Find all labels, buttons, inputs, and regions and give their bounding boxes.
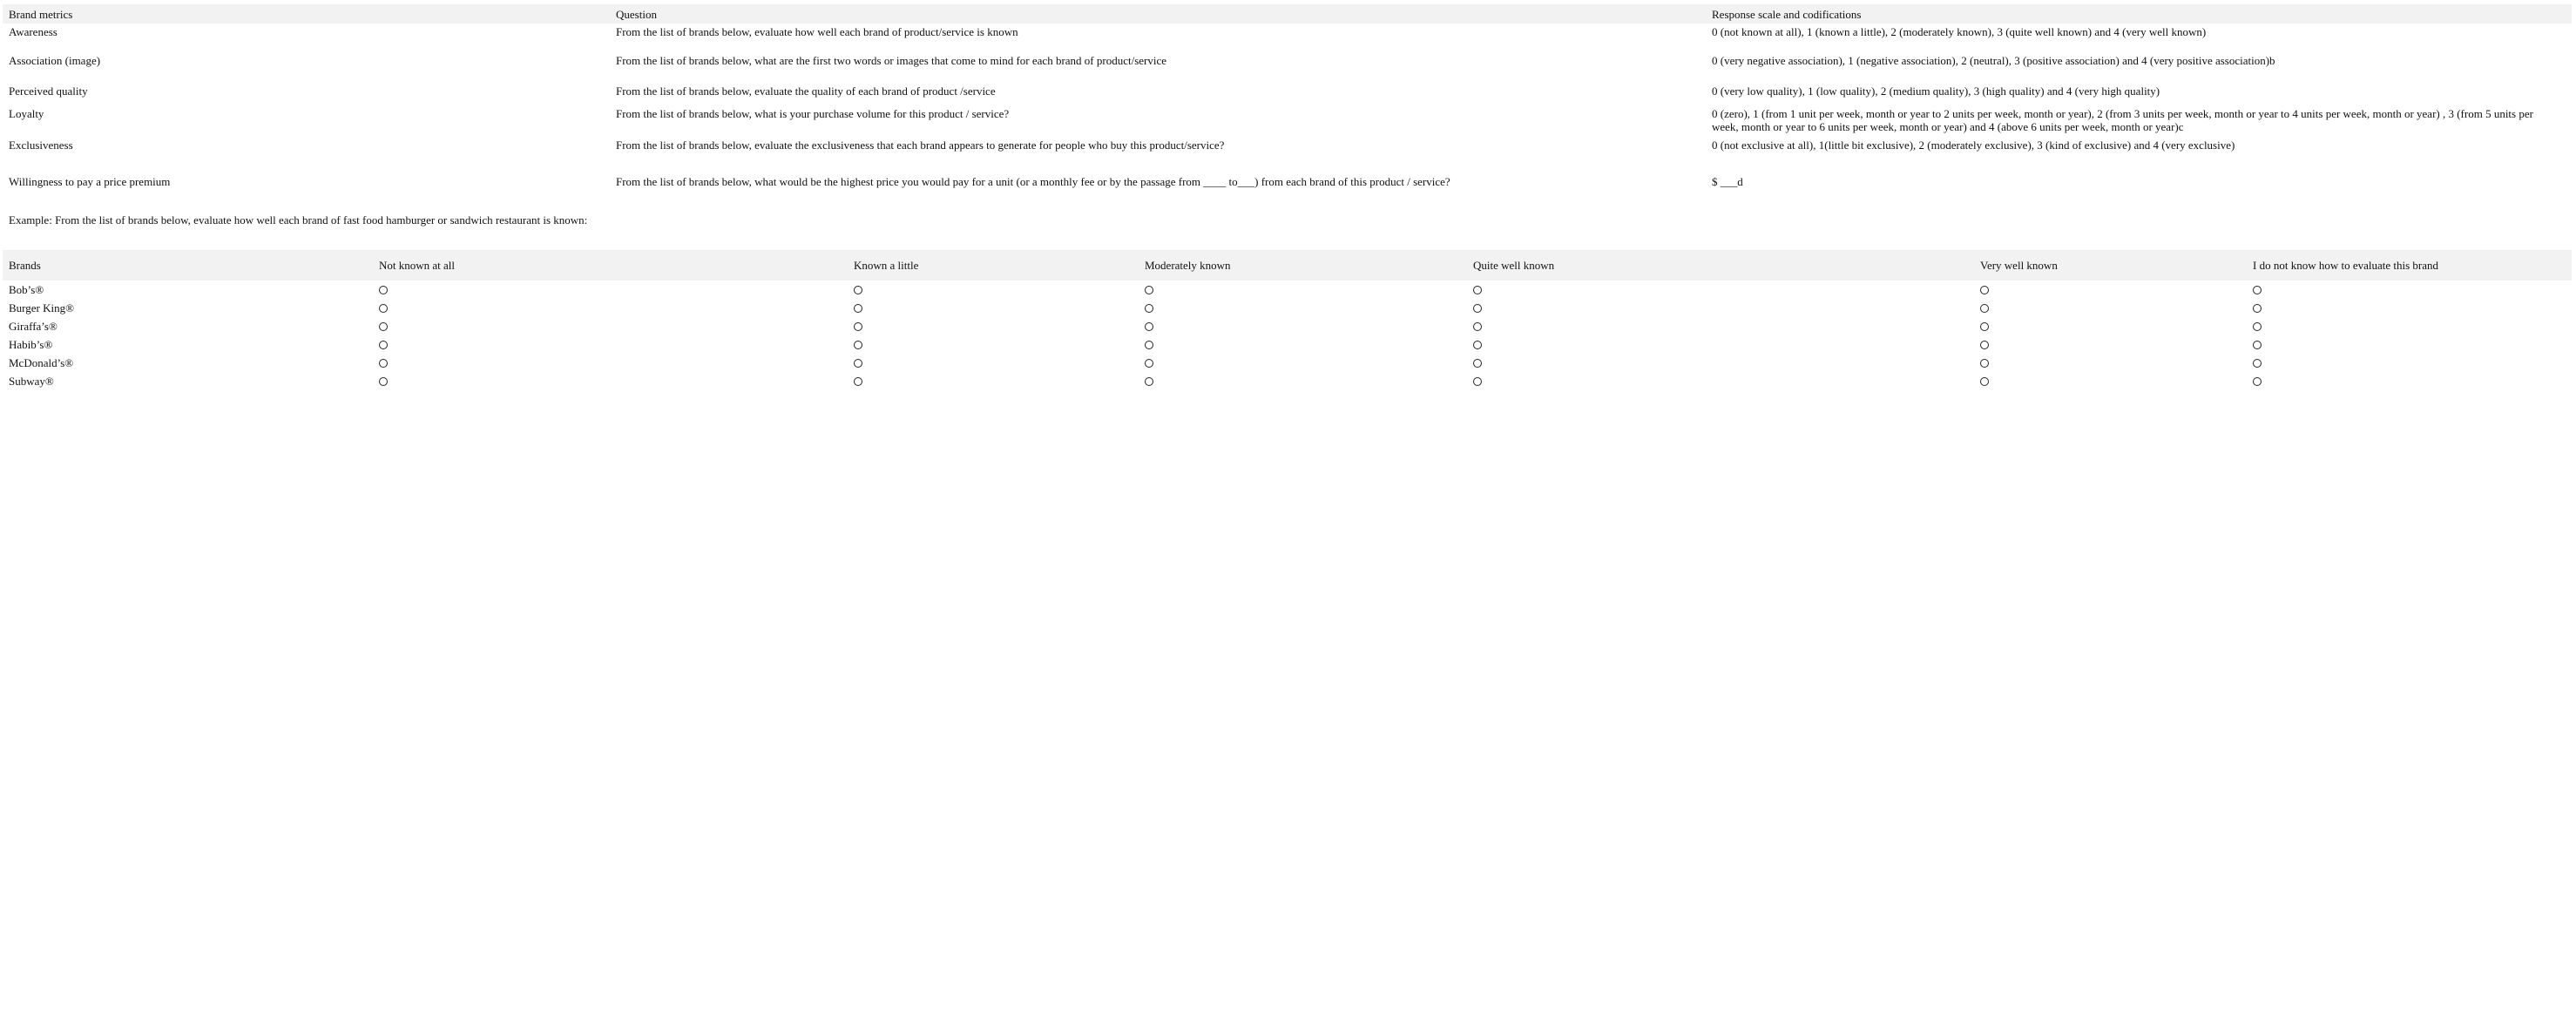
radio-circle-icon[interactable] (854, 359, 862, 368)
radio-circle-icon[interactable] (2253, 341, 2262, 349)
radio-circle-icon[interactable] (1980, 341, 1989, 349)
metric-question: From the list of brands below, what is your purchase volume for this product / service? (616, 107, 1010, 120)
metrics-row-awareness (3, 24, 2572, 52)
radio-circle-icon[interactable] (1473, 304, 1482, 313)
radio-circle-icon[interactable] (1145, 322, 1153, 331)
radio-circle-icon[interactable] (1145, 304, 1153, 313)
radio-circle-icon[interactable] (854, 322, 862, 331)
header-known-a-little: Known a little (848, 250, 1139, 281)
brand-name: Subway® (9, 375, 54, 388)
metrics-row-price-premium (3, 172, 2572, 208)
radio-circle-icon[interactable] (1145, 377, 1153, 386)
radio-circle-icon[interactable] (1980, 322, 1989, 331)
header-response-scale: Response scale and codifications (1706, 4, 2572, 24)
radio-circle-icon[interactable] (1980, 286, 1989, 294)
radio-circle-icon[interactable] (1473, 322, 1482, 331)
page (3, 4, 2572, 390)
radio-circle-icon[interactable] (1145, 286, 1153, 294)
header-quite-well-known: Quite well known (1467, 250, 1974, 281)
radio-circle-icon[interactable] (1980, 304, 1989, 313)
metric-name: Awareness (9, 25, 57, 38)
radio-circle-icon[interactable] (1980, 359, 1989, 368)
radio-circle-icon[interactable] (2253, 377, 2262, 386)
metric-name: Loyalty (9, 107, 44, 120)
header-moderately-known: Moderately known (1139, 250, 1467, 281)
metric-name: Exclusiveness (9, 139, 73, 152)
table-row (3, 281, 2572, 299)
radio-circle-icon[interactable] (854, 341, 862, 349)
metric-question: From the list of brands below, evaluate how well each brand of product/service is known (616, 25, 1018, 38)
metric-response: 0 (not exclusive at all), 1(little bit exclusive), 2 (moderately exclusive), 3 (kind of exclusive) and 4 (very exclusive) (1712, 139, 2235, 152)
radio-circle-icon[interactable] (379, 304, 388, 313)
metric-response: 0 (very low quality), 1 (low quality), 2 (medium quality), 3 (high quality) and 4 (very high quality) (1712, 85, 2160, 98)
brands-table-body (3, 281, 2572, 390)
radio-circle-icon[interactable] (2253, 304, 2262, 313)
metric-response: 0 (zero), 1 (from 1 unit per week, month or year to 2 units per week, month or year), 2 (from 3 units per week, month or year to 4 units per week, month or year) , 3 (from 5 units per week, month or year to 6 units per week, month or year) and 4 (above 6 units per week, month or year)c (1712, 107, 2533, 133)
table-row (3, 354, 2572, 372)
metrics-row-exclusiveness (3, 137, 2572, 172)
header-very-well-known: Very well known (1974, 250, 2247, 281)
brands-header-row (3, 250, 2572, 281)
table-row (3, 299, 2572, 317)
radio-circle-icon[interactable] (854, 286, 862, 294)
brands-rating-table (3, 249, 2572, 390)
metrics-row-loyalty (3, 105, 2572, 137)
metric-name: Perceived quality (9, 85, 88, 98)
radio-circle-icon[interactable] (1145, 341, 1153, 349)
radio-circle-icon[interactable] (1145, 359, 1153, 368)
table-row (3, 372, 2572, 390)
brand-name: Giraffa’s® (9, 320, 57, 333)
metric-question: From the list of brands below, evaluate the exclusiveness that each brand appears to generate for people who buy this product/service? (616, 139, 1225, 152)
radio-circle-icon[interactable] (379, 322, 388, 331)
metric-question: From the list of brands below, what are the first two words or images that come to mind for each brand of product/service (616, 54, 1167, 67)
metric-response: 0 (very negative association), 1 (negative association), 2 (neutral), 3 (positive association) and 4 (very positive association)b (1712, 54, 2275, 67)
radio-circle-icon[interactable] (1980, 377, 1989, 386)
table-row (3, 335, 2572, 354)
brand-name: Bob’s® (9, 283, 44, 296)
header-brand-metrics: Brand metrics (3, 4, 610, 24)
radio-circle-icon[interactable] (379, 341, 388, 349)
metrics-header-row (3, 4, 2572, 24)
radio-circle-icon[interactable] (379, 359, 388, 368)
radio-circle-icon[interactable] (854, 304, 862, 313)
table-row (3, 317, 2572, 335)
brand-name: Habib’s® (9, 338, 53, 351)
radio-circle-icon[interactable] (2253, 322, 2262, 331)
metric-question: From the list of brands below, what would be the highest price you would pay for a unit (or a monthly fee or by the passage from ____ to___) from each brand of this product / service? (616, 175, 1450, 188)
brand-name: McDonald’s® (9, 356, 74, 369)
radio-circle-icon[interactable] (2253, 286, 2262, 294)
header-cannot-evaluate: I do not know how to evaluate this brand (2247, 250, 2572, 281)
header-not-known-at-all: Not known at all (373, 250, 848, 281)
metrics-row-perceived-quality (3, 83, 2572, 105)
brand-metrics-table (3, 4, 2572, 208)
radio-circle-icon[interactable] (379, 286, 388, 294)
radio-circle-icon[interactable] (2253, 359, 2262, 368)
metrics-row-association (3, 52, 2572, 83)
radio-circle-icon[interactable] (1473, 341, 1482, 349)
radio-circle-icon[interactable] (854, 377, 862, 386)
radio-circle-icon[interactable] (1473, 286, 1482, 294)
radio-circle-icon[interactable] (1473, 359, 1482, 368)
header-brands: Brands (3, 250, 373, 281)
example-instruction: Example: From the list of brands below, evaluate how well each brand of fast food hamburger or sandwich restaurant is known: (9, 213, 588, 227)
metric-response: 0 (not known at all), 1 (known a little), 2 (moderately known), 3 (quite well known) and 4 (very well known) (1712, 25, 2207, 38)
brand-name: Burger King® (9, 301, 74, 314)
metric-name: Willingness to pay a price premium (9, 175, 171, 188)
radio-circle-icon[interactable] (379, 377, 388, 386)
header-question: Question (610, 4, 1706, 24)
metric-response: $ ___d (1712, 175, 1743, 188)
radio-circle-icon[interactable] (1473, 377, 1482, 386)
metric-question: From the list of brands below, evaluate the quality of each brand of product /service (616, 85, 996, 98)
metric-name: Association (image) (9, 54, 101, 67)
